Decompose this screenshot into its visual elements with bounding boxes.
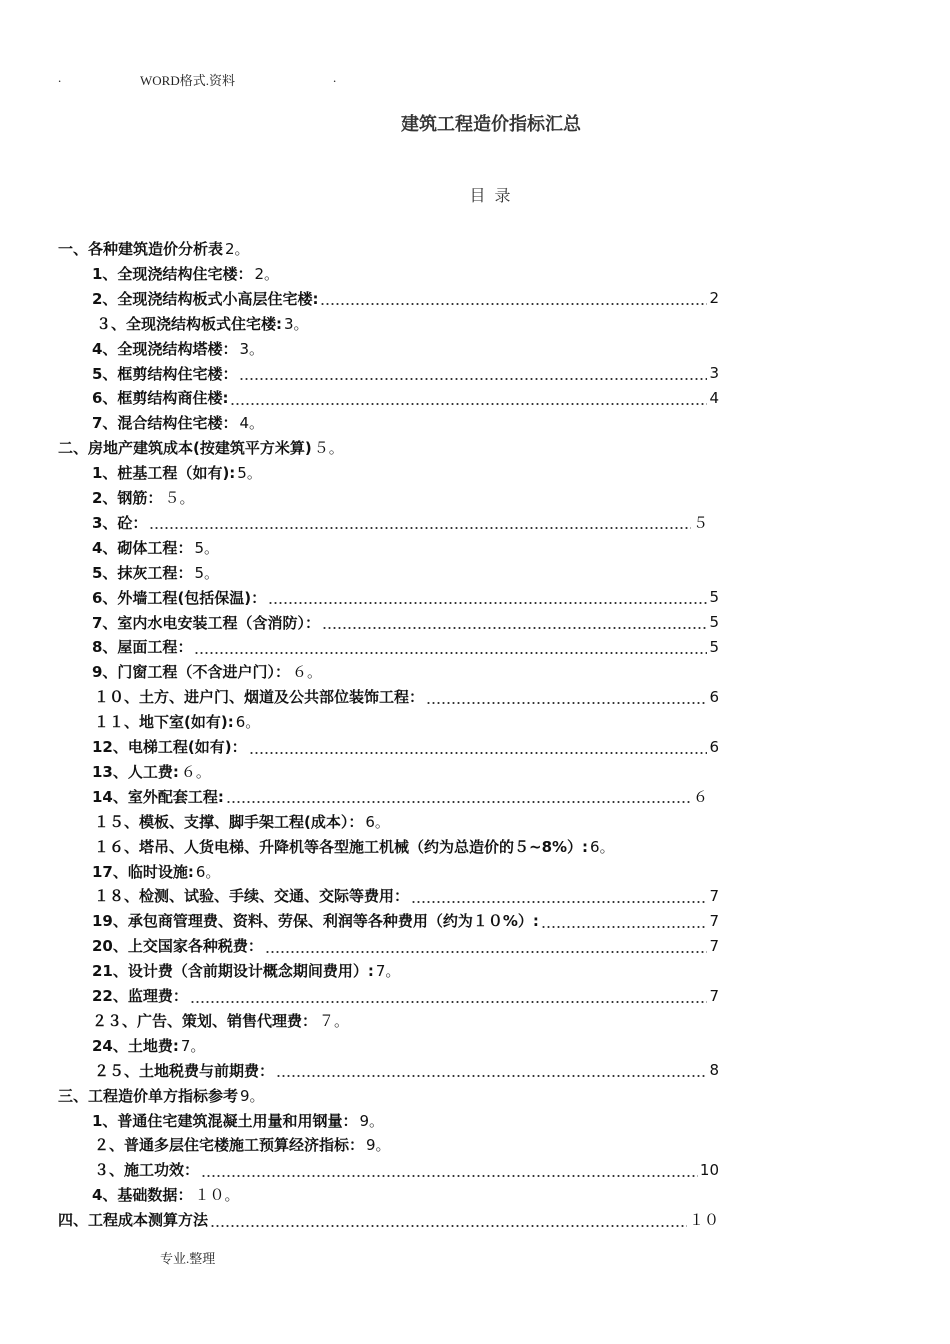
toc-entry[interactable]	[92, 634, 719, 659]
toc-entry-label: 12、电梯工程(如有)：	[92, 738, 247, 756]
toc-entry[interactable]	[92, 734, 719, 759]
toc-entry[interactable]	[94, 809, 390, 834]
toc-page-number: 4	[709, 388, 719, 407]
toc-dot-leader	[194, 637, 707, 657]
toc-page-number: 5	[709, 588, 719, 607]
toc-entry-label: ３、施工功效：	[94, 1161, 200, 1180]
toc-page-number: 9。	[359, 1111, 384, 1130]
toc-dot-leader	[210, 1210, 687, 1230]
toc-page-number: １０。	[194, 1186, 240, 1205]
toc-entry[interactable]	[92, 859, 220, 884]
toc-entry[interactable]	[92, 385, 719, 410]
toc-entry-label: 7、混合结构住宅楼：	[92, 414, 238, 433]
toc-dot-leader	[541, 911, 708, 931]
toc-dot-leader	[239, 363, 707, 383]
toc-page-number: ５。	[313, 439, 344, 458]
toc-entry-label: 三、工程造价单方指标参考	[58, 1086, 239, 1105]
toc-entry[interactable]	[92, 560, 219, 585]
toc-entry-label: 17、临时设施:	[92, 862, 194, 881]
toc-entry[interactable]	[94, 1058, 719, 1083]
toc-entry-label: 4、全现浇结构塔楼：	[92, 339, 238, 358]
toc-entry[interactable]	[92, 460, 262, 485]
toc-dot-leader	[265, 936, 708, 956]
toc-heading: 目 录	[469, 186, 513, 205]
toc-page-number: ６。	[291, 663, 322, 682]
toc-page-number: 6。	[235, 713, 261, 732]
toc-entry[interactable]	[92, 585, 719, 610]
toc-page-number: ５	[692, 513, 708, 532]
toc-entry-label: 14、室外配套工程:	[92, 787, 224, 806]
toc-entry-label: 9、门窗工程（不含进户门）：	[92, 663, 290, 682]
toc-dot-leader	[411, 886, 707, 906]
toc-dot-leader	[230, 388, 707, 408]
toc-entry[interactable]	[92, 535, 219, 560]
toc-entry[interactable]	[94, 684, 719, 709]
toc-page-number: 3	[709, 364, 719, 382]
toc-entry-label: 22、监理费：	[92, 987, 188, 1005]
toc-entry[interactable]	[94, 834, 615, 859]
toc-page-number: 7	[709, 886, 719, 905]
toc-page-number: 3。	[284, 314, 309, 333]
toc-page-number: ５。	[164, 489, 195, 507]
toc-page-number: 2。	[254, 264, 279, 283]
toc-entry[interactable]	[58, 435, 344, 460]
toc-entry-label: 1、普通住宅建筑混凝土用量和用钢量：	[92, 1111, 358, 1130]
toc-page-number: 7。	[375, 962, 401, 981]
toc-entry[interactable]	[92, 933, 719, 958]
toc-entry[interactable]	[92, 1033, 205, 1058]
toc-entry-label: １０、土方、进户门、烟道及公共部位装饰工程：	[94, 688, 425, 707]
toc-entry-label: 6、框剪结构商住楼:	[92, 389, 229, 408]
toc-dot-leader	[426, 687, 707, 707]
toc-entry[interactable]	[92, 1108, 384, 1133]
toc-dot-leader	[276, 1060, 707, 1080]
toc-entry[interactable]	[92, 958, 400, 983]
toc-entry[interactable]	[94, 1157, 719, 1182]
toc-entry-label: １６、塔吊、人货电梯、升降机等各型施工机械（约为总造价的５~8%）:	[94, 837, 589, 856]
toc-entry[interactable]	[94, 1132, 391, 1157]
toc-entry-label: 二、房地产建筑成本(按建筑平方米算)	[58, 439, 312, 458]
toc-entry-label: 24、土地费:	[92, 1036, 179, 1055]
toc-entry[interactable]	[92, 485, 194, 510]
toc-dot-leader	[320, 288, 707, 308]
toc-entry[interactable]	[92, 610, 719, 635]
toc-page-number: 5。	[237, 464, 262, 483]
toc-dot-leader	[322, 612, 708, 632]
toc-entry-label: 3、砼：	[92, 513, 148, 532]
toc-entry[interactable]	[96, 311, 309, 336]
toc-dot-leader	[226, 786, 691, 806]
toc-entry-label: 1、桩基工程（如有):	[92, 464, 236, 483]
toc-entry-label: 四、工程成本测算方法	[58, 1211, 209, 1230]
toc-entry[interactable]	[58, 236, 250, 261]
toc-entry-label: 4、砌体工程：	[92, 538, 193, 557]
toc-entry[interactable]	[92, 659, 322, 684]
toc-page-number: 7	[709, 986, 719, 1005]
toc-page-number: 9。	[366, 1136, 391, 1155]
toc-entry-label: １５、模板、支撑、脚手架工程(成本）：	[94, 812, 364, 831]
toc-entry[interactable]	[58, 1083, 265, 1108]
header-dot-left: .	[58, 70, 62, 85]
toc-page-number: 6	[709, 687, 719, 706]
toc-page-number: 7。	[180, 1036, 206, 1055]
toc-page-number: ６	[692, 787, 708, 806]
toc-entry[interactable]	[92, 784, 708, 809]
toc-dot-leader	[190, 986, 708, 1006]
toc-entry-label: 5、抹灰工程：	[92, 563, 193, 582]
toc-entry-label: 7、室内水电安装工程（含消防）：	[92, 613, 320, 632]
toc-entry[interactable]	[92, 510, 708, 535]
toc-entry-label: 一、各种建筑造价分析表	[58, 240, 224, 258]
toc-entry-label: 8、屋面工程：	[92, 638, 193, 657]
toc-entry-label: １８、检测、试验、手续、交通、交际等费用：	[94, 887, 410, 906]
toc-dot-leader	[149, 512, 691, 532]
toc-page-number: 10	[699, 1160, 719, 1179]
document-title: 建筑工程造价指标汇总	[401, 114, 581, 135]
toc-page-number: 6	[709, 737, 719, 756]
toc-page-number: 2。	[225, 240, 250, 258]
toc-entry[interactable]	[94, 709, 260, 734]
toc-page-number: 3。	[239, 339, 264, 358]
toc-page-number: 6。	[590, 837, 615, 856]
toc-page-number: ７。	[319, 1011, 350, 1030]
toc-entry-label: 20、上交国家各种税费：	[92, 937, 263, 956]
toc-entry[interactable]	[94, 883, 719, 908]
toc-entry-label: 2、全现浇结构板式小高层住宅楼:	[92, 289, 319, 308]
toc-entry[interactable]	[92, 908, 719, 933]
toc-page-number: 6。	[195, 862, 221, 881]
toc-entry[interactable]	[92, 336, 264, 361]
toc-entry[interactable]	[92, 1182, 239, 1207]
toc-entry-label: 1、全现浇结构住宅楼：	[92, 264, 253, 283]
toc-entry-label: 5、框剪结构住宅楼：	[92, 364, 238, 383]
toc-page-number: 2	[709, 289, 719, 308]
toc-entry-label: ３、全现浇结构板式住宅楼:	[96, 314, 282, 333]
toc-entry[interactable]	[92, 361, 719, 386]
toc-dot-leader	[249, 737, 708, 757]
toc-page-number: １０	[688, 1211, 719, 1230]
toc-entry[interactable]	[92, 1008, 349, 1033]
toc-dot-leader	[201, 1160, 698, 1180]
toc-page-number: 4。	[239, 414, 264, 433]
toc-entry[interactable]	[92, 410, 264, 435]
toc-entry-label: ２、普通多层住宅楼施工预算经济指标：	[94, 1136, 365, 1155]
toc-page-number: 7	[709, 936, 719, 955]
toc-page-number: 9。	[240, 1086, 265, 1105]
toc-page-number: 5	[709, 613, 719, 631]
toc-page-number: 8	[709, 1061, 719, 1080]
toc-page-number: 7	[709, 911, 719, 930]
header-dot-right: .	[333, 70, 337, 85]
toc-entry[interactable]	[92, 983, 719, 1008]
toc-entry-label: 4、基础数据：	[92, 1186, 193, 1205]
toc-entry-label: ２５、土地税费与前期费：	[94, 1061, 275, 1080]
toc-page-number: 5。	[194, 563, 219, 582]
toc-entry-label: 19、承包商管理费、资料、劳保、利润等各种费用（约为１０%）:	[92, 912, 539, 931]
footer-text: 专业.整理	[160, 1251, 216, 1266]
toc-dot-leader	[268, 587, 707, 607]
toc-entry[interactable]	[92, 261, 279, 286]
toc-page-number: 5。	[194, 538, 219, 557]
toc-page-number: ６。	[180, 762, 211, 781]
toc-entry[interactable]	[58, 1207, 719, 1232]
toc-entry-label: １１、地下室(如有):	[94, 713, 234, 732]
toc-entry-label: 13、人工费:	[92, 762, 179, 781]
header-text: WORD格式.资料	[140, 73, 235, 88]
toc-entry-label: 2、钢筋：	[92, 489, 163, 507]
toc-entry[interactable]	[92, 759, 211, 784]
toc-page-number: 6。	[365, 812, 390, 831]
toc-entry-label: ２３、广告、策划、销售代理费：	[92, 1011, 318, 1030]
toc-entry-label: 21、设计费（含前期设计概念期间费用）:	[92, 962, 374, 981]
toc-entry-label: 6、外墙工程(包括保温)：	[92, 588, 267, 607]
toc-entry[interactable]	[92, 286, 719, 311]
toc-page-number: 5	[709, 637, 719, 656]
